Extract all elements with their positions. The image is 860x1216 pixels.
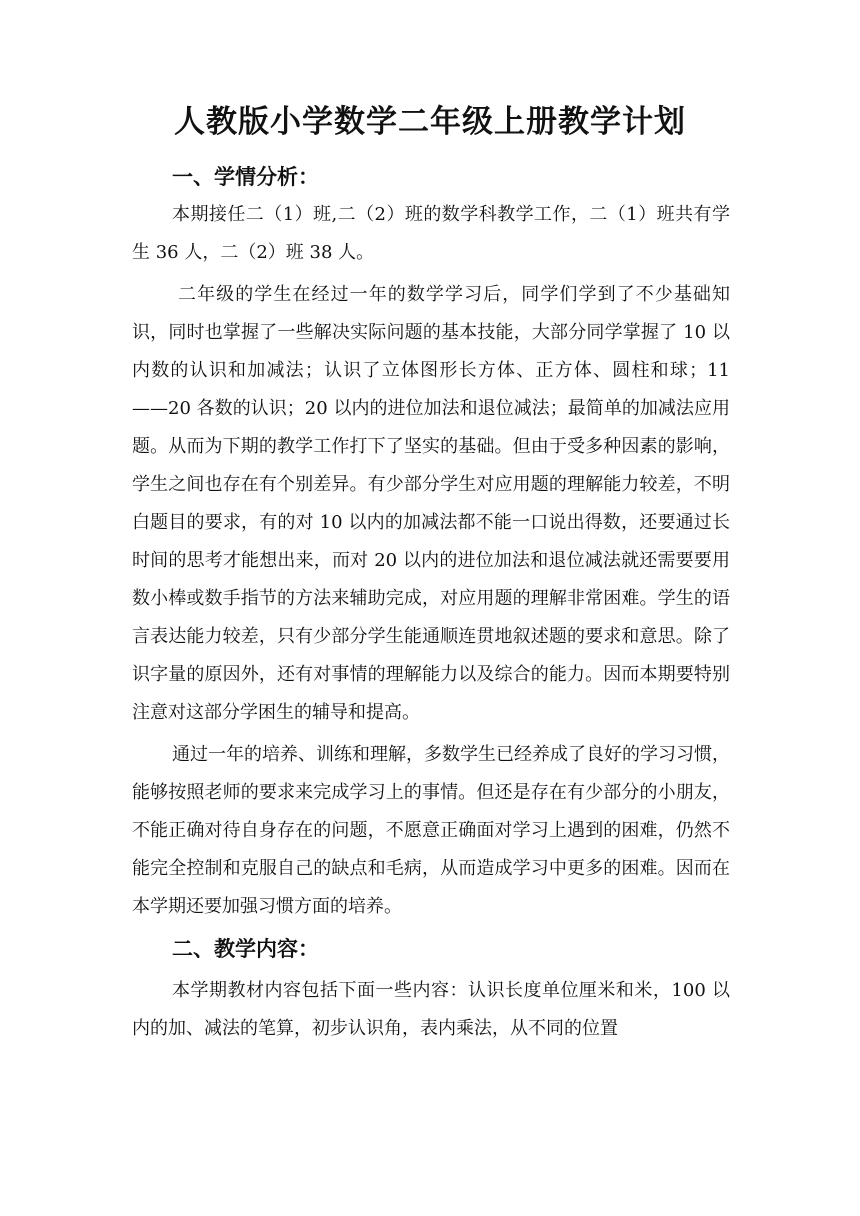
section-learning-analysis	[132, 158, 730, 926]
document-body	[132, 158, 730, 1048]
paragraph: 本期接任二（1）班,二（2）班的数学科教学工作，二（1）班共有学生 36 人，二（2）班 38 人。	[132, 204, 730, 263]
paragraph: 本学期教材内容包括下面一些内容：认识长度单位厘米和米，100 以内的加、减法的笔算，初步认识角，表内乘法，从不同的位置	[132, 980, 730, 1039]
section-teaching-content	[132, 930, 730, 1048]
paragraph: 通过一年的培养、训练和理解，多数学生已经养成了良好的学习习惯，能够按照老师的要求来完成学习上的事情。但还是存在有少部分的小朋友，不能正确对待自身存在的问题，不愿意正确面对学习上遇到的困难，仍然不能完全控制和克服自己的缺点和毛病，从而造成学习中更多的困难。因而在本学期还要加强习惯方面的培养。	[132, 744, 730, 917]
section-heading: 二、教学内容：	[172, 937, 319, 961]
paragraph: 二年级的学生在经过一年的数学学习后，同学们学到了不少基础知识，同时也掌握了一些解决实际问题的基本技能，大部分同学掌握了 10 以内数的认识和加减法；认识了立体图形长方体、正方体、圆柱和球；11——20 各数的认识；20 以内的进位加法和退位减法；最简单的加减法应用题。从而为下期的教学工作打下了坚实的基础。但由于受多种因素的影响，学生之间也存在有个别差异。有少部分学生对应用题的理解能力较差，不明白题目的要求，有的对 10 以内的加减法都不能一口说出得数，还要通过长时间的思考才能想出来，而对 20 以内的进位加法和退位减法就还需要要用数小棒或数手指节的方法来辅助完成，对应用题的理解非常困难。学生的语言表达能力较差，只有少部分学生能通顺连贯地叙述题的要求和意思。除了识字量的原因外，还有对事情的理解能力以及综合的能力。因而本期要特别注意对这部分学困生的辅导和提高。	[132, 284, 730, 723]
section-heading: 一、学情分析：	[172, 165, 319, 189]
document-title: 人教版小学数学二年级上册教学计划	[174, 104, 686, 140]
